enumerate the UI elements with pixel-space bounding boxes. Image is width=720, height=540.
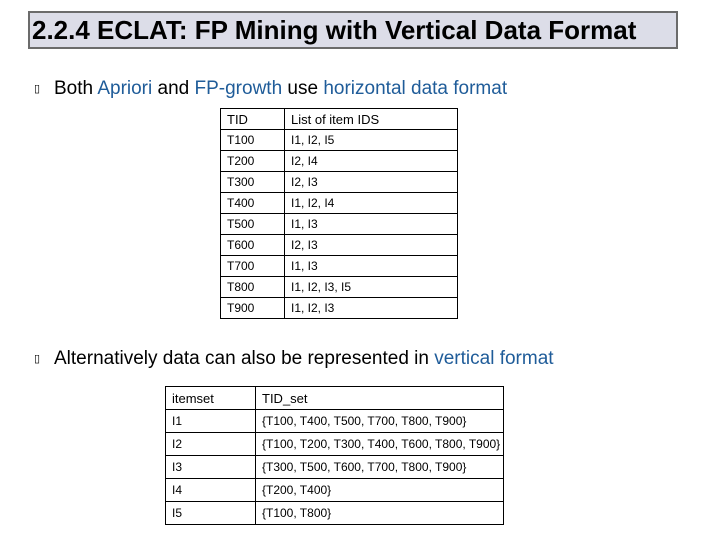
table-row	[221, 256, 458, 277]
table-cell: I1, I2, I3, I5	[285, 277, 458, 298]
table-row	[221, 277, 458, 298]
bullet2-pre: Alternatively data can also be represented in	[54, 348, 435, 369]
table-row	[221, 151, 458, 172]
square-bullet-icon: ▯	[34, 352, 41, 365]
table-cell: I4	[166, 479, 256, 502]
table-row	[221, 235, 458, 256]
table-row	[221, 193, 458, 214]
vertical-format-term: vertical format	[434, 348, 554, 369]
table-cell: I1, I2, I5	[285, 130, 458, 151]
table-row	[166, 433, 504, 456]
table-cell: {T100, T200, T300, T400, T600, T800, T900}	[256, 433, 504, 456]
bullet1-text	[54, 78, 507, 100]
table-row	[166, 456, 504, 479]
apriori-term: Apriori	[97, 78, 153, 99]
horizontal-format-term: horizontal data format	[323, 78, 508, 99]
table-cell: {T300, T500, T600, T700, T800, T900}	[256, 456, 504, 479]
table-cell: T300	[221, 172, 285, 193]
table-cell: T800	[221, 277, 285, 298]
column-header: TID	[221, 109, 285, 130]
table-cell: I2, I3	[285, 235, 458, 256]
table-cell: I2	[166, 433, 256, 456]
table-cell: {T200, T400}	[256, 479, 504, 502]
table-cell: T700	[221, 256, 285, 277]
vertical-data-table	[165, 386, 504, 525]
table-cell: I1	[166, 410, 256, 433]
table-row	[221, 298, 458, 319]
table-cell: I3	[166, 456, 256, 479]
slide-title: 2.2.4 ECLAT: FP Mining with Vertical Data Format	[32, 14, 637, 45]
table-cell: I1, I3	[285, 214, 458, 235]
table-row	[166, 479, 504, 502]
table-cell: T200	[221, 151, 285, 172]
fpgrowth-term: FP-growth	[194, 78, 283, 99]
square-bullet-icon: ▯	[34, 82, 41, 95]
slide-title-box	[28, 11, 678, 49]
table-header-row	[166, 387, 504, 410]
table-cell: I2, I4	[285, 151, 458, 172]
bullet1-and: and	[152, 78, 195, 99]
column-header: TID_set	[256, 387, 504, 410]
table-row	[221, 130, 458, 151]
table-cell: T500	[221, 214, 285, 235]
table-cell: I1, I2, I3	[285, 298, 458, 319]
table-cell: {T100, T800}	[256, 502, 504, 525]
table-cell: I1, I3	[285, 256, 458, 277]
column-header: itemset	[166, 387, 256, 410]
bullet2-text	[54, 348, 554, 370]
bullet-horizontal-format	[34, 78, 507, 100]
table-cell: {T100, T400, T500, T700, T800, T900}	[256, 410, 504, 433]
table-row	[221, 214, 458, 235]
table-row	[221, 172, 458, 193]
bullet-vertical-format	[34, 348, 554, 370]
table-cell: T600	[221, 235, 285, 256]
table-row	[166, 410, 504, 433]
table-cell: T400	[221, 193, 285, 214]
column-header: List of item IDS	[285, 109, 458, 130]
bullet1-use: use	[282, 78, 324, 99]
table-cell: I2, I3	[285, 172, 458, 193]
table-cell: I5	[166, 502, 256, 525]
table-header-row	[221, 109, 458, 130]
table-row	[166, 502, 504, 525]
table-cell: T100	[221, 130, 285, 151]
horizontal-data-table	[220, 108, 458, 319]
table-cell: I1, I2, I4	[285, 193, 458, 214]
table-cell: T900	[221, 298, 285, 319]
bullet1-pre: Both	[54, 78, 98, 99]
